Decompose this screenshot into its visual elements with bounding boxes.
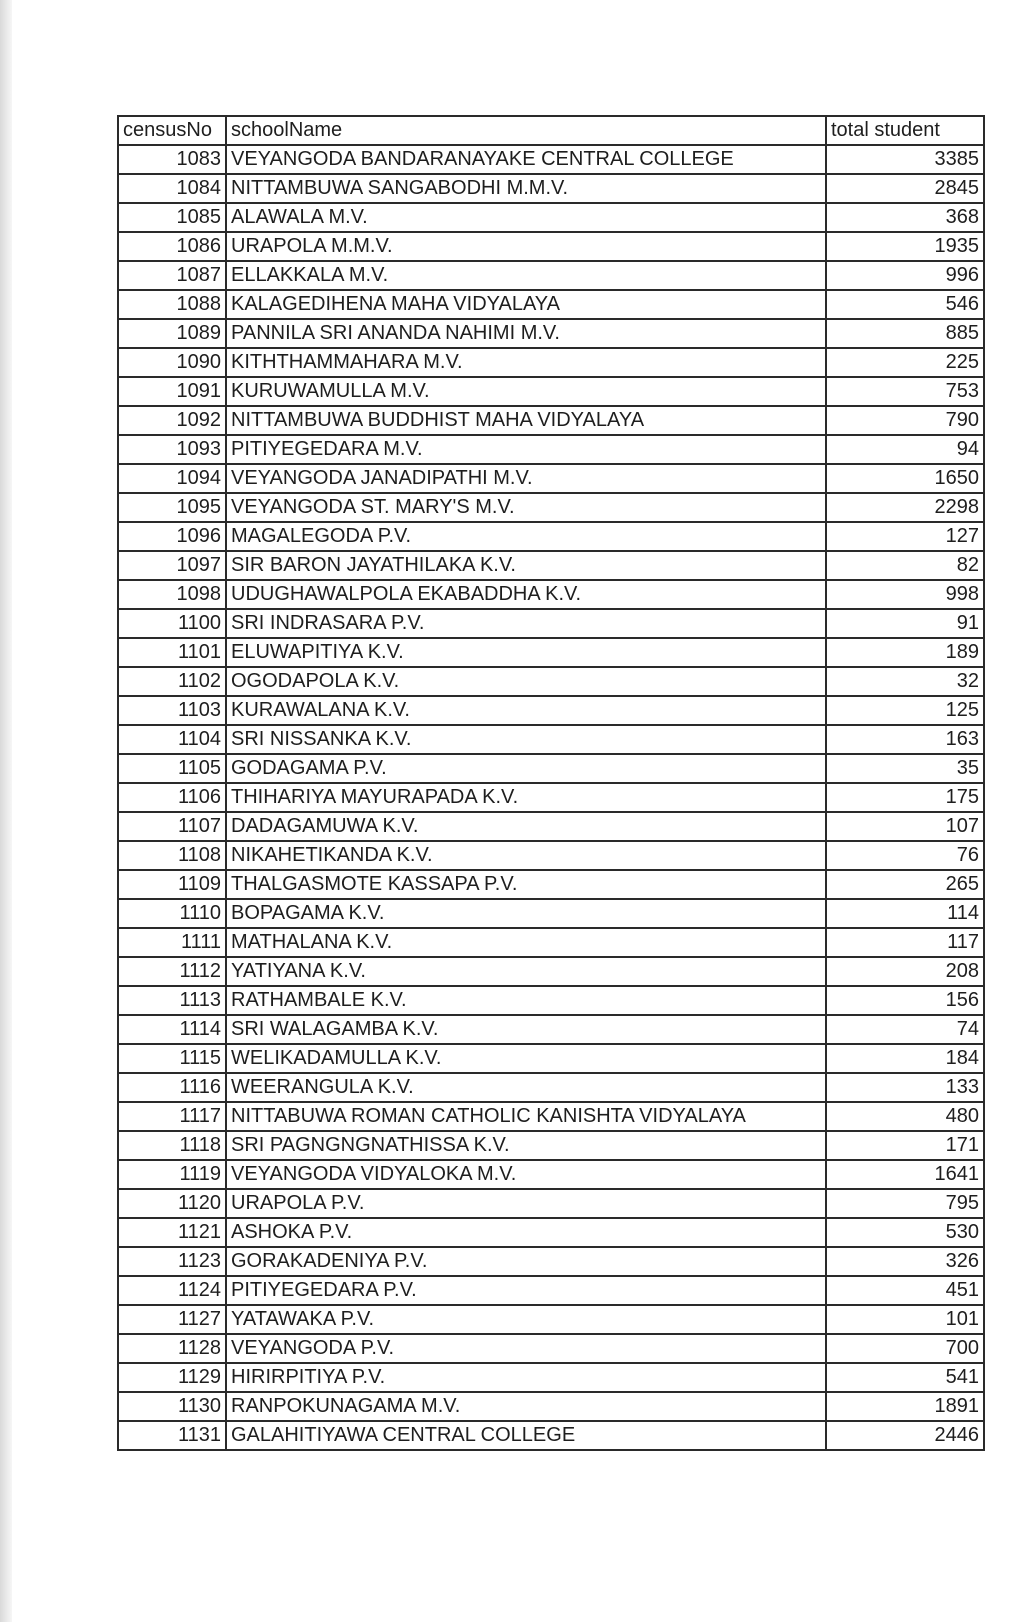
census-no-cell: 1098 — [118, 580, 226, 609]
total-student-cell: 184 — [826, 1044, 984, 1073]
school-name-cell: VEYANGODA BANDARANAYAKE CENTRAL COLLEGE — [226, 145, 826, 174]
census-no-cell: 1102 — [118, 667, 226, 696]
table-row — [118, 1160, 984, 1189]
total-student-cell: 753 — [826, 377, 984, 406]
total-student-cell: 541 — [826, 1363, 984, 1392]
table-row — [118, 1363, 984, 1392]
school-name-cell: NITTAMBUWA SANGABODHI M.M.V. — [226, 174, 826, 203]
school-name-cell: NIKAHETIKANDA K.V. — [226, 841, 826, 870]
school-name-cell: MATHALANA K.V. — [226, 928, 826, 957]
census-no-cell: 1089 — [118, 319, 226, 348]
total-student-cell: 175 — [826, 783, 984, 812]
total-student-cell: 1641 — [826, 1160, 984, 1189]
school-name-cell: BOPAGAMA K.V. — [226, 899, 826, 928]
total-student-cell: 998 — [826, 580, 984, 609]
census-no-cell: 1128 — [118, 1334, 226, 1363]
total-student-cell: 1935 — [826, 232, 984, 261]
page-shadow-edge — [0, 0, 12, 1622]
census-no-cell: 1123 — [118, 1247, 226, 1276]
school-name-cell: VEYANGODA VIDYALOKA M.V. — [226, 1160, 826, 1189]
census-no-cell: 1121 — [118, 1218, 226, 1247]
school-name-cell: SRI WALAGAMBA K.V. — [226, 1015, 826, 1044]
table-row — [118, 232, 984, 261]
school-name-cell: YATAWAKA P.V. — [226, 1305, 826, 1334]
total-student-cell: 790 — [826, 406, 984, 435]
census-no-cell: 1097 — [118, 551, 226, 580]
census-no-cell: 1112 — [118, 957, 226, 986]
census-no-cell: 1106 — [118, 783, 226, 812]
total-student-cell: 156 — [826, 986, 984, 1015]
census-no-cell: 1108 — [118, 841, 226, 870]
total-student-cell: 885 — [826, 319, 984, 348]
census-no-cell: 1119 — [118, 1160, 226, 1189]
total-student-cell: 74 — [826, 1015, 984, 1044]
table-row — [118, 551, 984, 580]
school-name-cell: HIRIRPITIYA P.V. — [226, 1363, 826, 1392]
census-no-cell: 1105 — [118, 754, 226, 783]
table-row — [118, 1334, 984, 1363]
census-no-cell: 1085 — [118, 203, 226, 232]
table-row — [118, 1189, 984, 1218]
census-no-cell: 1113 — [118, 986, 226, 1015]
school-name-cell: ASHOKA P.V. — [226, 1218, 826, 1247]
total-student-cell: 2298 — [826, 493, 984, 522]
school-name-cell: SIR BARON JAYATHILAKA K.V. — [226, 551, 826, 580]
table-row — [118, 812, 984, 841]
school-name-cell: VEYANGODA JANADIPATHI M.V. — [226, 464, 826, 493]
table-row — [118, 435, 984, 464]
total-student-cell: 225 — [826, 348, 984, 377]
census-no-cell: 1092 — [118, 406, 226, 435]
table-row — [118, 203, 984, 232]
table-row — [118, 1131, 984, 1160]
census-no-cell: 1107 — [118, 812, 226, 841]
school-name-cell: OGODAPOLA K.V. — [226, 667, 826, 696]
total-student-cell: 208 — [826, 957, 984, 986]
total-student-cell: 530 — [826, 1218, 984, 1247]
school-name-cell: KURUWAMULLA M.V. — [226, 377, 826, 406]
total-student-cell: 480 — [826, 1102, 984, 1131]
total-student-cell: 32 — [826, 667, 984, 696]
school-name-cell: NITTAMBUWA BUDDHIST MAHA VIDYALAYA — [226, 406, 826, 435]
table-body — [118, 145, 984, 1450]
total-student-cell: 117 — [826, 928, 984, 957]
table-row — [118, 290, 984, 319]
census-no-cell: 1088 — [118, 290, 226, 319]
table-row — [118, 841, 984, 870]
table-row — [118, 261, 984, 290]
census-no-cell: 1086 — [118, 232, 226, 261]
total-student-cell: 171 — [826, 1131, 984, 1160]
school-name-cell: VEYANGODA P.V. — [226, 1334, 826, 1363]
table-row — [118, 493, 984, 522]
table-row — [118, 464, 984, 493]
total-student-cell: 133 — [826, 1073, 984, 1102]
school-name-cell: URAPOLA P.V. — [226, 1189, 826, 1218]
total-student-cell: 163 — [826, 725, 984, 754]
school-name-cell: SRI INDRASARA P.V. — [226, 609, 826, 638]
school-name-cell: RANPOKUNAGAMA M.V. — [226, 1392, 826, 1421]
table-row — [118, 377, 984, 406]
total-student-cell: 326 — [826, 1247, 984, 1276]
total-student-cell: 94 — [826, 435, 984, 464]
header-school-name: schoolName — [226, 116, 826, 145]
table-row — [118, 580, 984, 609]
total-student-cell: 795 — [826, 1189, 984, 1218]
school-name-cell: VEYANGODA ST. MARY'S M.V. — [226, 493, 826, 522]
table-row — [118, 725, 984, 754]
table-row — [118, 899, 984, 928]
census-no-cell: 1091 — [118, 377, 226, 406]
table-row — [118, 1247, 984, 1276]
total-student-cell: 451 — [826, 1276, 984, 1305]
total-student-cell: 1891 — [826, 1392, 984, 1421]
table-header — [118, 116, 984, 145]
total-student-cell: 368 — [826, 203, 984, 232]
table-row — [118, 783, 984, 812]
school-name-cell: ELUWAPITIYA K.V. — [226, 638, 826, 667]
school-name-cell: ELLAKKALA M.V. — [226, 261, 826, 290]
table-row — [118, 1102, 984, 1131]
total-student-cell: 91 — [826, 609, 984, 638]
total-student-cell: 82 — [826, 551, 984, 580]
table-row — [118, 406, 984, 435]
total-student-cell: 2446 — [826, 1421, 984, 1450]
table-row — [118, 1044, 984, 1073]
table-row — [118, 1392, 984, 1421]
school-name-cell: NITTABUWA ROMAN CATHOLIC KANISHTA VIDYALAYA — [226, 1102, 826, 1131]
school-name-cell: GALAHITIYAWA CENTRAL COLLEGE — [226, 1421, 826, 1450]
school-name-cell: KALAGEDIHENA MAHA VIDYALAYA — [226, 290, 826, 319]
total-student-cell: 76 — [826, 841, 984, 870]
census-no-cell: 1100 — [118, 609, 226, 638]
total-student-cell: 114 — [826, 899, 984, 928]
total-student-cell: 996 — [826, 261, 984, 290]
table-row — [118, 174, 984, 203]
school-name-cell: PANNILA SRI ANANDA NAHIMI M.V. — [226, 319, 826, 348]
school-name-cell: GORAKADENIYA P.V. — [226, 1247, 826, 1276]
school-name-cell: THALGASMOTE KASSAPA P.V. — [226, 870, 826, 899]
census-no-cell: 1130 — [118, 1392, 226, 1421]
school-name-cell: WELIKADAMULLA K.V. — [226, 1044, 826, 1073]
census-no-cell: 1120 — [118, 1189, 226, 1218]
table-row — [118, 667, 984, 696]
census-no-cell: 1116 — [118, 1073, 226, 1102]
school-name-cell: MAGALEGODA P.V. — [226, 522, 826, 551]
school-name-cell: URAPOLA M.M.V. — [226, 232, 826, 261]
table-row — [118, 145, 984, 174]
school-name-cell: KITHTHAMMAHARA M.V. — [226, 348, 826, 377]
school-name-cell: DADAGAMUWA K.V. — [226, 812, 826, 841]
school-name-cell: WEERANGULA K.V. — [226, 1073, 826, 1102]
table-row — [118, 870, 984, 899]
census-no-cell: 1095 — [118, 493, 226, 522]
total-student-cell: 101 — [826, 1305, 984, 1334]
table-row — [118, 928, 984, 957]
total-student-cell: 35 — [826, 754, 984, 783]
table-row — [118, 638, 984, 667]
school-name-cell: KURAWALANA K.V. — [226, 696, 826, 725]
school-name-cell: PITIYEGEDARA P.V. — [226, 1276, 826, 1305]
total-student-cell: 1650 — [826, 464, 984, 493]
census-no-cell: 1127 — [118, 1305, 226, 1334]
census-no-cell: 1115 — [118, 1044, 226, 1073]
total-student-cell: 125 — [826, 696, 984, 725]
census-no-cell: 1124 — [118, 1276, 226, 1305]
census-no-cell: 1090 — [118, 348, 226, 377]
census-no-cell: 1110 — [118, 899, 226, 928]
table-row — [118, 986, 984, 1015]
school-name-cell: SRI PAGNGNGNATHISSA K.V. — [226, 1131, 826, 1160]
school-name-cell: UDUGHAWALPOLA EKABADDHA K.V. — [226, 580, 826, 609]
total-student-cell: 107 — [826, 812, 984, 841]
school-name-cell: YATIYANA K.V. — [226, 957, 826, 986]
school-name-cell: THIHARIYA MAYURAPADA K.V. — [226, 783, 826, 812]
header-census-no: censusNo — [118, 116, 226, 145]
census-no-cell: 1129 — [118, 1363, 226, 1392]
school-name-cell: SRI NISSANKA K.V. — [226, 725, 826, 754]
total-student-cell: 3385 — [826, 145, 984, 174]
census-no-cell: 1096 — [118, 522, 226, 551]
table-row — [118, 1276, 984, 1305]
total-student-cell: 127 — [826, 522, 984, 551]
census-no-cell: 1093 — [118, 435, 226, 464]
header-total-student: total student — [826, 116, 984, 145]
total-student-cell: 2845 — [826, 174, 984, 203]
total-student-cell: 546 — [826, 290, 984, 319]
census-no-cell: 1083 — [118, 145, 226, 174]
table-row — [118, 1305, 984, 1334]
census-no-cell: 1109 — [118, 870, 226, 899]
census-no-cell: 1087 — [118, 261, 226, 290]
school-name-cell: ALAWALA M.V. — [226, 203, 826, 232]
census-no-cell: 1084 — [118, 174, 226, 203]
header-row — [118, 116, 984, 145]
table-row — [118, 754, 984, 783]
table-row — [118, 1015, 984, 1044]
table-row — [118, 957, 984, 986]
table-row — [118, 522, 984, 551]
census-no-cell: 1111 — [118, 928, 226, 957]
school-name-cell: GODAGAMA P.V. — [226, 754, 826, 783]
school-student-table — [117, 115, 985, 1451]
census-no-cell: 1101 — [118, 638, 226, 667]
total-student-cell: 189 — [826, 638, 984, 667]
total-student-cell: 265 — [826, 870, 984, 899]
table-row — [118, 609, 984, 638]
census-no-cell: 1104 — [118, 725, 226, 754]
table-row — [118, 1073, 984, 1102]
table-row — [118, 1218, 984, 1247]
census-no-cell: 1103 — [118, 696, 226, 725]
table-row — [118, 348, 984, 377]
school-name-cell: PITIYEGEDARA M.V. — [226, 435, 826, 464]
table-row — [118, 1421, 984, 1450]
table-row — [118, 319, 984, 348]
table-row — [118, 696, 984, 725]
census-no-cell: 1094 — [118, 464, 226, 493]
census-no-cell: 1117 — [118, 1102, 226, 1131]
total-student-cell: 700 — [826, 1334, 984, 1363]
census-no-cell: 1114 — [118, 1015, 226, 1044]
school-name-cell: RATHAMBALE K.V. — [226, 986, 826, 1015]
census-no-cell: 1131 — [118, 1421, 226, 1450]
census-no-cell: 1118 — [118, 1131, 226, 1160]
